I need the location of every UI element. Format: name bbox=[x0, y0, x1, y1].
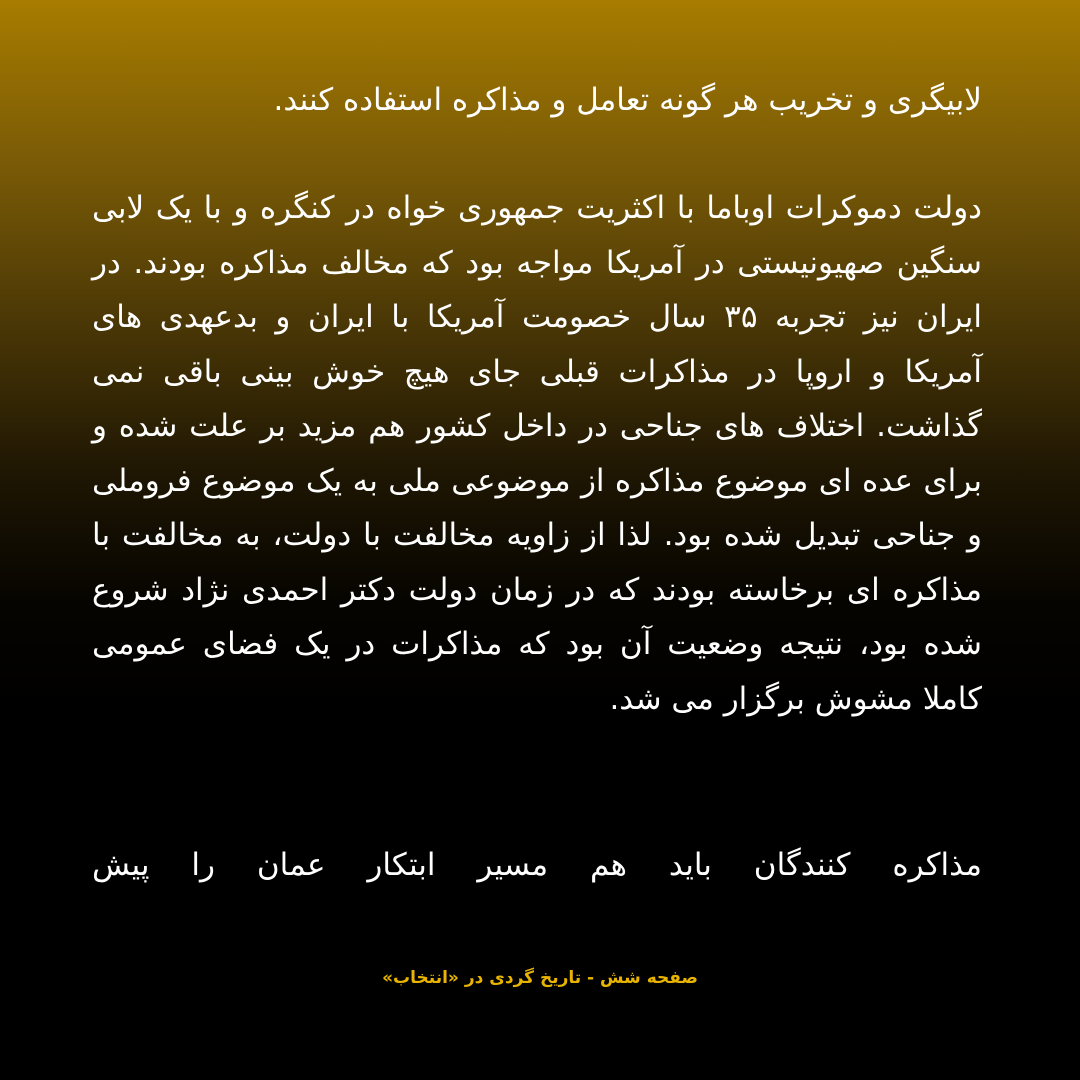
page-footer-caption: صفحه شش - تاریخ گردی در «انتخاب» bbox=[382, 968, 698, 988]
article-final-line: مذاکره کنندگان باید هم مسیر ابتکار عمان را پیش bbox=[92, 847, 982, 883]
article-main-paragraph: دولت دموکرات اوباما با اکثریت جمهوری خواه در کنگره و با یک لابی سنگین صهیونیستی در آمریکا مواجه بود که مخالف مذاکره بودند. در ایران نیز تجربه ۳۵ سال خصومت آمریکا با ایران و بدعهدی های آمریکا و اروپا در مذاکرات قبلی جای هیچ خوش بینی باقی نمی گذاشت. اختلاف های جناحی در داخل کشور هم مزید بر علت شده و برای عده ای موضوع مذاکره از موضوعی ملی به یک موضوع فروملی و جناحی تبدیل شده بود. لذا از زاویه مخالفت با دولت، به مخالفت با مذاکره ای برخاسته بودند که در زمان دولت دکتر احمدی نژاد شروع شده بود، نتیجه وضعیت آن بود که مذاکرات در یک فضای عمومی کاملا مشوش برگزار می شد. bbox=[92, 190, 982, 717]
article-intro-line: لابیگری و تخریب هر گونه تعامل و مذاکره استفاده کنند. bbox=[273, 82, 982, 118]
